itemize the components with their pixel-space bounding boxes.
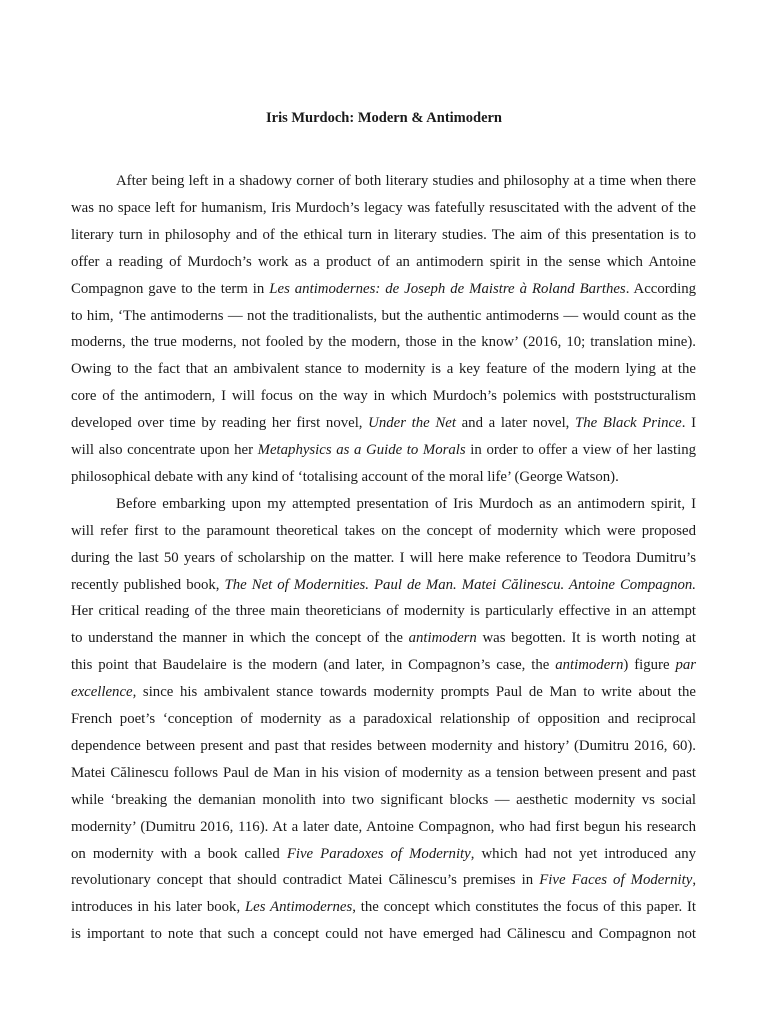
text-line: was no space left for humanism, Iris Murdoch’s legacy was fatefully resuscitated with the advent of the bbox=[71, 199, 696, 216]
text-line: excellence, since his ambivalent stance towards modernity prompts Paul de Man to write about the bbox=[71, 684, 696, 701]
text-line: French poet’s ‘conception of modernity as a paradoxical relationship of opposition and reciprocal bbox=[71, 711, 696, 727]
text-line: introduces in his later book, Les Antimodernes, the concept which constitutes the focus of this paper. It bbox=[71, 899, 696, 916]
text-line: Owing to the fact that an ambivalent stance to modernity is a key feature of the modern lying at the bbox=[71, 361, 696, 378]
italic-title: Les antimodernes: de Joseph de Maistre à Roland Barthes bbox=[269, 280, 626, 297]
italic-title: Les Antimodernes bbox=[244, 899, 353, 916]
text-line: during the last 50 years of scholarship on the matter. I will here make reference to Teodora Dumitru’s bbox=[71, 549, 696, 566]
italic-title: excellence, bbox=[71, 684, 137, 701]
text-line: Matei Călinescu follows Paul de Man in his vision of modernity as a tension between present and past bbox=[71, 764, 696, 781]
italic-title: Metaphysics as a Guide to Morals bbox=[257, 442, 466, 458]
italic-title: The Net of Modernities. Paul de Man. Matei Călinescu. Antoine Compagnon. bbox=[224, 576, 696, 593]
italic-title: Five Faces of Modernity bbox=[539, 872, 693, 889]
text-line: to understand the manner in which the concept of the antimodern was begotten. It is worth noting at bbox=[71, 630, 696, 647]
page-title: Iris Murdoch: Modern & Antimodern bbox=[265, 110, 502, 126]
text-line: while ‘breaking the demanian monolith into two significant blocks — aesthetic modernity vs social bbox=[71, 791, 696, 808]
italic-title: Five Paradoxes of Modernity bbox=[286, 845, 471, 862]
italic-title: antimodern bbox=[555, 657, 624, 674]
text-line: revolutionary concept that should contradict Matei Călinescu’s premises in Five Faces of Modernity, bbox=[71, 872, 697, 889]
text-line: recently published book, The Net of Modernities. Paul de Man. Matei Călinescu. Antoine Compagnon. bbox=[71, 576, 696, 593]
text-line: After being left in a shadowy corner of both literary studies and philosophy at a time when there bbox=[116, 173, 696, 189]
text-line: dependence between present and past that resides between modernity and history’ (Dumitru 2016, 60). bbox=[71, 737, 696, 754]
text-line: developed over time by reading her first novel, Under the Net and a later novel, The Black Prince. I bbox=[71, 415, 696, 432]
italic-title: antimodern bbox=[408, 630, 477, 647]
text-line: modernity’ (Dumitru 2016, 116). At a later date, Antoine Compagnon, who had first begun his research bbox=[71, 818, 696, 835]
text-line: core of the antimodern, I will focus on the way in which Murdoch’s polemics with poststructuralism bbox=[71, 388, 696, 405]
text-line: this point that Baudelaire is the modern (and later, in Compagnon’s case, the antimodern) figure par bbox=[71, 657, 696, 674]
text-line: Before embarking upon my attempted presentation of Iris Murdoch as an antimodern spirit, I bbox=[116, 495, 696, 512]
text-line: is important to note that such a concept could not have emerged had Călinescu and Compagnon not bbox=[71, 926, 696, 943]
italic-title: par bbox=[675, 657, 696, 674]
text-line: will also concentrate upon her Metaphysics as a Guide to Morals in order to offer a view of her lasting bbox=[71, 442, 696, 458]
text-line: Compagnon gave to the term in Les antimodernes: de Joseph de Maistre à Roland Barthes. According bbox=[71, 280, 696, 297]
text-line: literary turn in philosophy and of the ethical turn in literary studies. The aim of this presentation is to bbox=[71, 226, 696, 243]
italic-title: The Black Prince bbox=[575, 415, 682, 432]
italic-title: Under the Net bbox=[368, 415, 456, 432]
text-line: to him, ‘The antimoderns — not the traditionalists, but the authentic antimoderns — would count as the bbox=[71, 307, 696, 324]
text-line: Her critical reading of the three main theoreticians of modernity is particularly effective in an attempt bbox=[71, 603, 696, 620]
text-line: moderns, the true moderns, not fooled by the modern, those in the know’ (2016, 10; translation mine). bbox=[71, 334, 696, 351]
text-line: offer a reading of Murdoch’s work as a product of an antimodern spirit in the sense which Antoine bbox=[71, 253, 696, 270]
text-line: will refer first to the paramount theoretical takes on the concept of modernity which were proposed bbox=[71, 522, 696, 539]
text-line: philosophical debate with any kind of ‘totalising account of the moral life’ (George Watson). bbox=[71, 468, 619, 485]
text-line: on modernity with a book called Five Paradoxes of Modernity, which had not yet introduced any bbox=[71, 845, 696, 862]
